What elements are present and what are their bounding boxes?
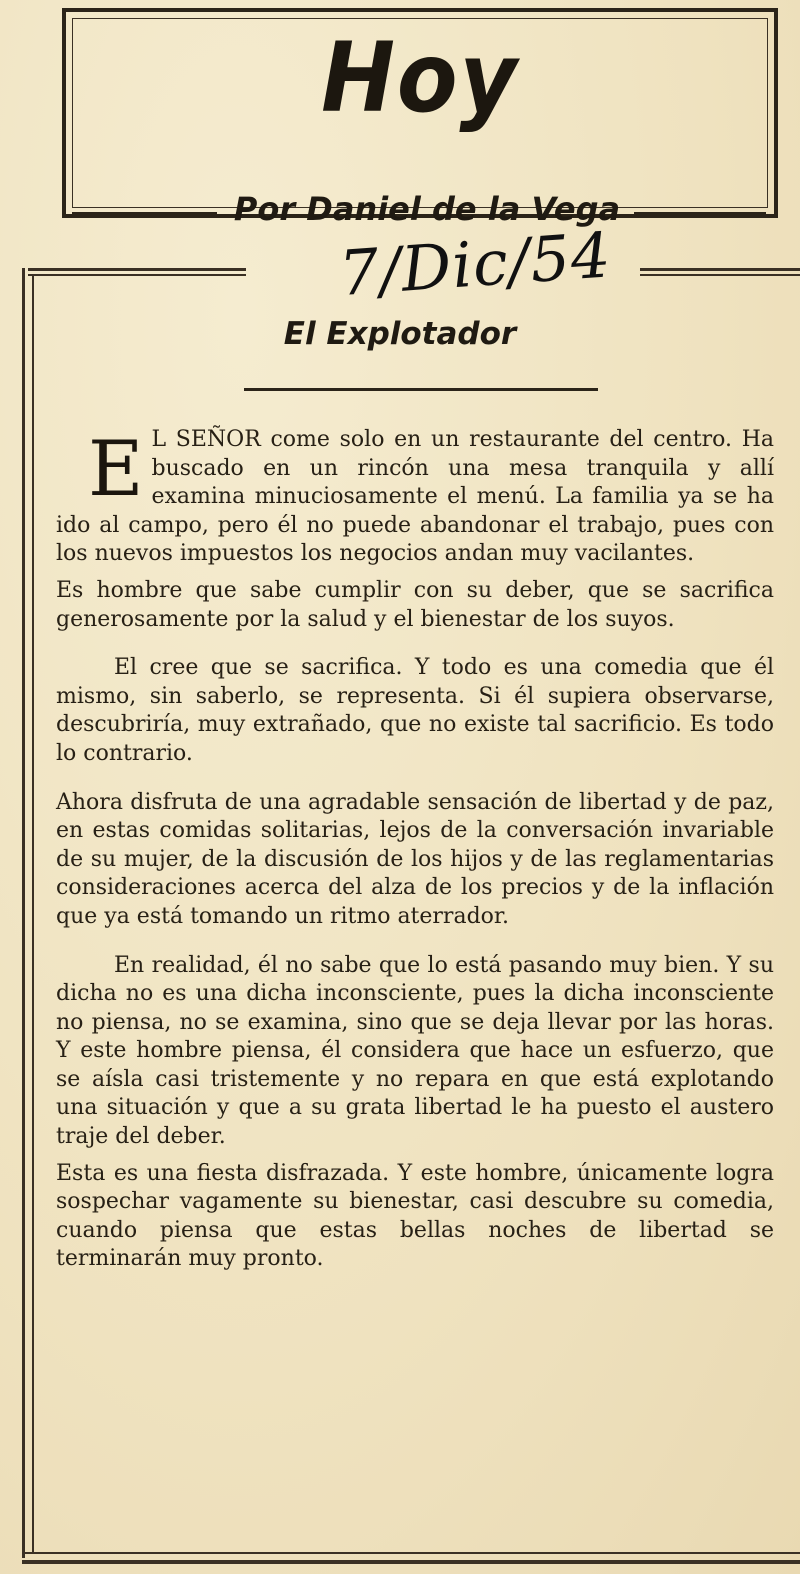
column-rule-top-right bbox=[640, 268, 800, 271]
column-rule-bottom-thick bbox=[22, 1560, 800, 1564]
byline-bar bbox=[62, 190, 778, 230]
column-rule-top-left bbox=[28, 268, 246, 271]
article-body bbox=[56, 426, 774, 1274]
byline-rule-right bbox=[634, 212, 766, 217]
column-rule-left bbox=[22, 268, 25, 1558]
paragraph-3: El cree que se sacrifica. Y todo es una comedia que él mismo, sin saberlo, se representa. Si él supiera observarse, descubriría, muy extrañado, que no existe tal sacrificio. Es todo lo contrario. bbox=[56, 655, 774, 766]
drop-cap: E bbox=[88, 424, 144, 513]
article-title: El Explotador bbox=[283, 316, 517, 352]
handwritten-date: 7/Dic/54 bbox=[336, 218, 614, 311]
paragraph-1-text: L SEÑOR come solo en un restaurante del centro. Ha buscado en un rincón una mesa tranquila y allí examina minuciosamente el menú. La familia ya se ha ido al campo, pero él no puede abandonar el trabajo, pues con los nuevos impuestos los negocios andan muy vacilantes. bbox=[56, 427, 774, 567]
column-rule-left-inner bbox=[32, 276, 34, 1554]
byline-rule-left bbox=[72, 212, 217, 217]
title-underline bbox=[244, 388, 598, 391]
masthead-box bbox=[62, 8, 778, 218]
paragraph-4: Ahora disfruta de una agradable sensación de libertad y de paz, en estas comidas solitarias, lejos de la conversación invariable de su mujer, de la discusión de los hijos y de las reglamentarias consideraciones acerca del alza de los precios y de la inflación que ya está tomando un ritmo aterrador. bbox=[56, 789, 774, 929]
paragraph-5: En realidad, él no sabe que lo está pasando muy bien. Y su dicha no es una dicha inconsciente, pues la dicha inconsciente no piensa, no se examina, sino que se deja llevar por las horas. Y este hombre piensa, él considera que hace un esfuerzo, que se aísla casi tristemente y no repara en que está explotando una situación y que a su grata libertad le ha puesto el austero traje del deber. bbox=[56, 952, 774, 1150]
byline: Por Daniel de la Vega bbox=[233, 190, 621, 228]
paragraph-6: Esta es una fiesta disfrazada. Y este hombre, únicamente logra sospechar vagamente su bienestar, casi descubre su comedia, cuando piensa que estas bellas noches de libertad se terminarán muy pronto. bbox=[56, 1160, 774, 1272]
column-rule-bottom bbox=[22, 1552, 800, 1554]
paragraph-1 bbox=[56, 426, 774, 569]
column-title: Hoy bbox=[321, 22, 519, 134]
paragraph-2: Es hombre que sabe cumplir con su deber, que se sacrifica generosamente por la salud y el bienestar de los suyos. bbox=[56, 577, 774, 632]
